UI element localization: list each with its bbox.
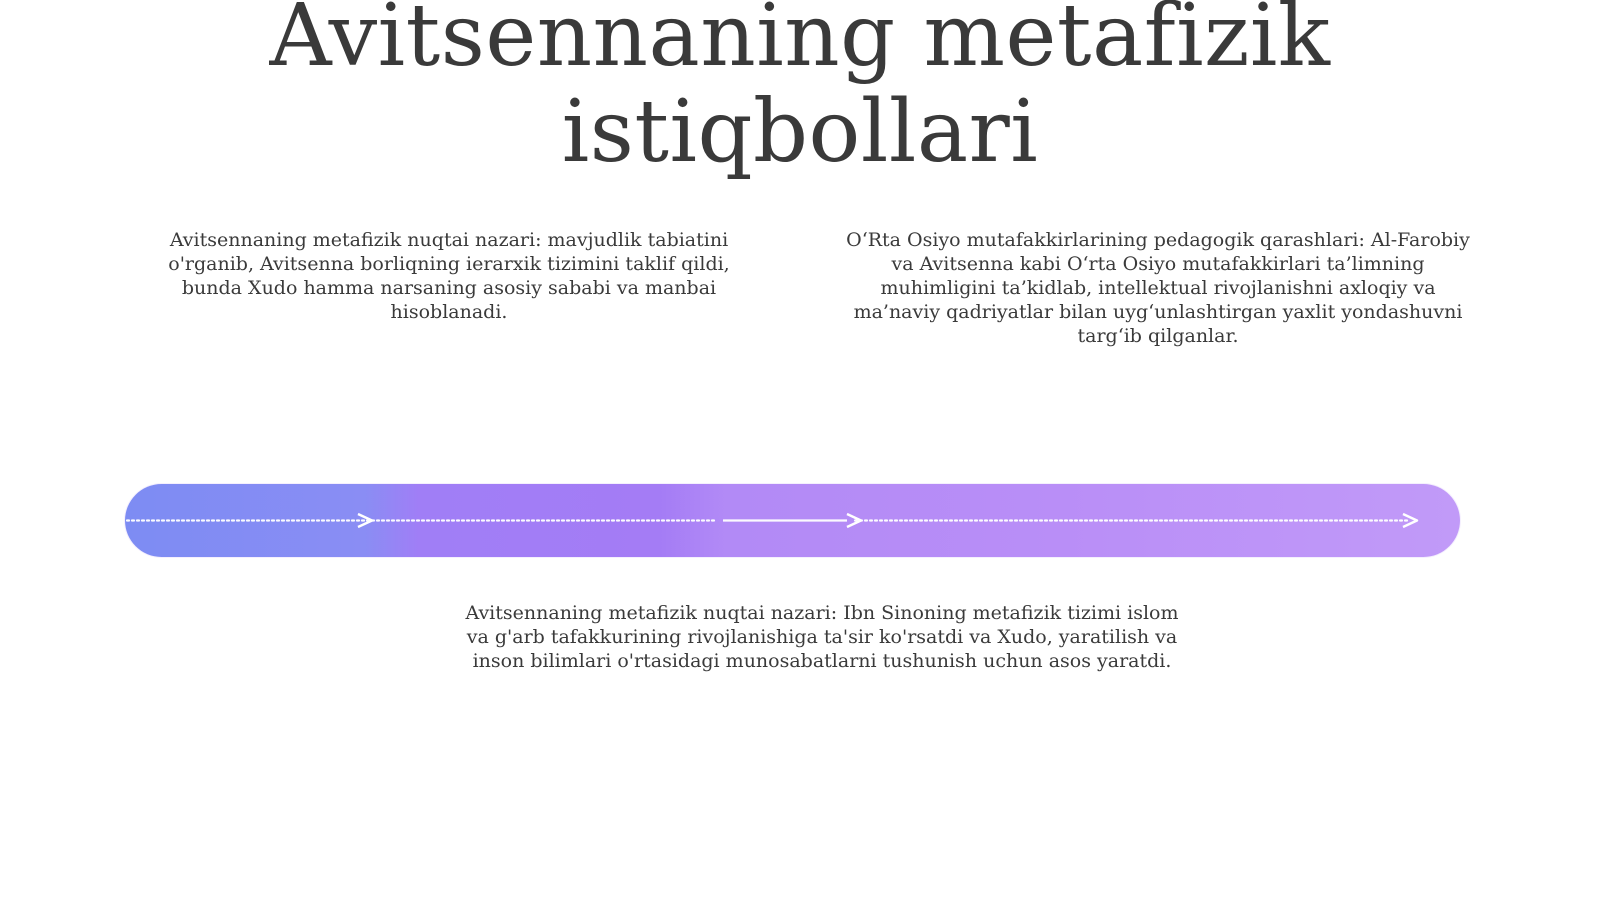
- slide-title: Avitsennaning metafizik istiqbollari: [269, 0, 1331, 182]
- text-block-right: O‘Rta Osiyo mutafakkirlarining pedagogik qarashlari: Al-Farobiy va Avitsenna kabi O‘rta Osiyo mutafakkirlari ta’limning muhimligini ta’kidlab, intellektual rivojlanishni axloqiy va ma’naviy qadriyatlar bilan uyg‘unlashtirgan yaxlit yondashuvni targ‘ib qilganlar.: [846, 229, 1470, 347]
- text-block-bottom: Avitsennaning metafizik nuqtai nazari: Ibn Sinoning metafizik tizimi islom va g'arb tafakkurining rivojlanishiga ta'sir ko'rsatdi va Xudo, yaratilish va inson bilimlari o'rtasidagi munosabatlarni tushunish uchun asos yaratdi.: [465, 602, 1179, 672]
- text-block-left: Avitsennaning metafizik nuqtai nazari: mavjudlik tabiatini o'rganib, Avitsenna borliqning ierarxik tizimini taklif qildi, bunda Xudo hamma narsaning asosiy sababi va manbai hisoblanadi.: [168, 229, 730, 323]
- timeline-graphic: [125, 484, 1460, 557]
- timeline-bar: [125, 484, 1460, 557]
